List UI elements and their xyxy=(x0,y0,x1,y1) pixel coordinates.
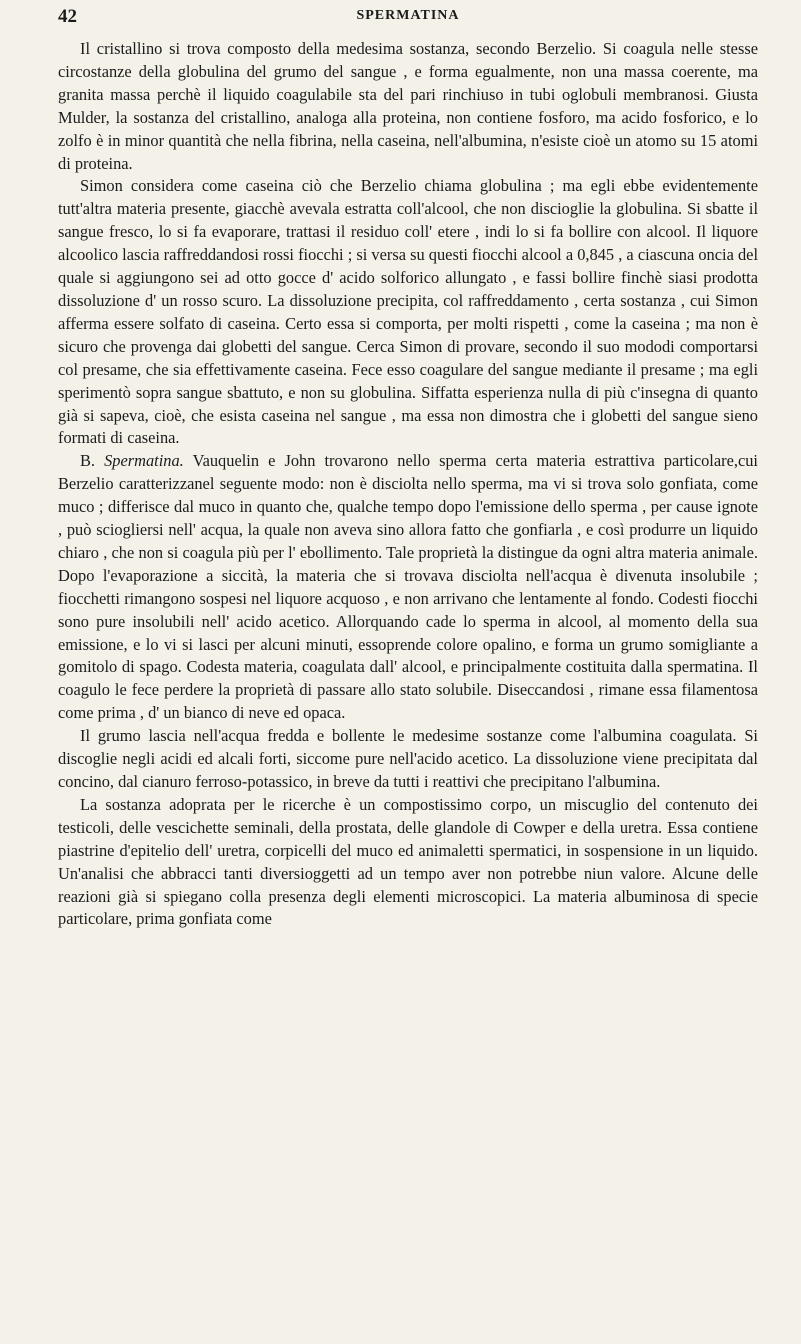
section-title: Spermatina. xyxy=(104,451,184,471)
page-number: 42 xyxy=(58,6,77,27)
paragraph: Il cristallino si trova composto della medesima sostanza, secondo Berzelio. Si coagula nelle stesse circostanze della globulina del grumo del sangue , e forma egualmente, non una massa coerente, ma granita massa perchè il liquido coagulabile sta del pari rinchiuso in tubi oglobuli membranosi. Giusta Mulder, la sostanza del cristallino, analoga alla proteina, non contiene fosforo, ma acido fosforico, e lo zolfo è in minor quantità che nella fibrina, nella caseina, nell'albumina, n'esiste cioè un atomo su 15 atomi di proteina. xyxy=(58,39,758,173)
paragraph: Simon considera come caseina ciò che Berzelio chiama globulina ; ma egli ebbe evidentemente tutt'altra materia presente, giacchè avevala estratta coll'alcool, che non discioglie la globulina. Si sbatte il sangue fresco, lo si fa evaporare, trattasi il residuo coll' etere , indi lo si fa bollire con alcool. Il liquore alcoolico lascia raffreddandosi rossi fiocchi ; si versa su questi fiocchi alcool a 0,845 , a ciascuna oncia del quale si aggiungono sei ad otto gocce d' acido solforico allungato , e fassi bollire finchè siasi prodotta dissoluzione d' un rosso scuro. La dissoluzione precipita, col raffreddamento , certa sostanza , cui Simon afferma essere solfato di caseina. Certo essa si comporta, per molti rispetti , come la caseina ; ma non è sicuro che provenga dai globetti del sangue. Cerca Simon di provare, secondo il suo mododi comportarsi col presame, che sia effettivamente caseina. Fece esso coagulare del sangue mediante il presame ; ma egli sperimentò sopra sangue sbattuto, e non su globulina. Siffatta esperienza nulla di più c'insegna di quanto già si sapeva, cioè, che esista caseina nel sangue , ma essa non dimostra che i globetti del sangue sieno formati di caseina. xyxy=(58,176,758,448)
body-text xyxy=(58,38,758,931)
paragraph: Il grumo lascia nell'acqua fredda e bollente le medesime sostanze come l'albumina coagulata. Si discoglie negli acidi ed alcali forti, siccome pure nell'acido acetico. La dissoluzione viene precipitata dal concino, dal cianuro ferroso-potassico, in breve da tutti i reattivi che precipitano l'albumina. xyxy=(58,726,758,791)
section-label: B. xyxy=(80,451,105,471)
section-b-paragraph xyxy=(58,450,758,725)
paragraph: La sostanza adoprata per le ricerche è un compostissimo corpo, un miscuglio del contenuto dei testicoli, delle vescichette seminali, della prostata, delle glandole di Cowper e della uretra. Essa contiene piastrine d'epitelio dell' uretra, corpicelli del muco ed animaletti spermatici, in sospensione in un liquido. Un'analisi che abbracci tanti diversioggetti ad un tempo aver non potrebbe niun valore. Alcune delle reazioni già si spiegano colla presenza degli elementi microscopici. La materia albuminosa di specie particolare, prima gonfiata come xyxy=(58,794,758,929)
running-head: SPERMATINA xyxy=(356,8,460,23)
section-text: Vauquelin e John trovarono nello sperma certa materia estrattiva particolare,cui Berzelio caratterizzanel seguente modo: non è disciolta nello sperma, ma vi si trova solo gonfiata, come muco ; differisce dal muco in quanto che, qualche tempo dopo l'emissione dello sperma , per cause ignote , può sciogliersi nell' acqua, la quale non aveva sino allora fatto che gonfiarla , e così produrre un liquido chiaro , che non si coagula più per l' ebollimento. Tale proprietà la distingue da ogni altra materia animale. Dopo l'evaporazione a siccità, la materia che si trovava disciolta nell'acqua è divenuta insolubile ; fiocchetti rimangono sospesi nel liquore acquoso , e non arrivano che lentamente al fondo. Codesti fiocchi sono pure insolubili nell' acido acetico. Allorquando cade lo sperma in alcool, al momento della sua emissione, e lo vi si lasci per alcuni minuti, essoprende colore opalino, e forma un grumo somigliante a gomitolo di spago. Codesta materia, coagulata dall' alcool, e principalmente costituita dalla spermatina. Il coagulo le fece perdere la proprietà di passare allo stato solubile. Diseccandosi , rimane essa filamentosa come prima , d' un bianco di neve ed opaca. xyxy=(58,451,758,723)
page-header xyxy=(58,6,758,34)
